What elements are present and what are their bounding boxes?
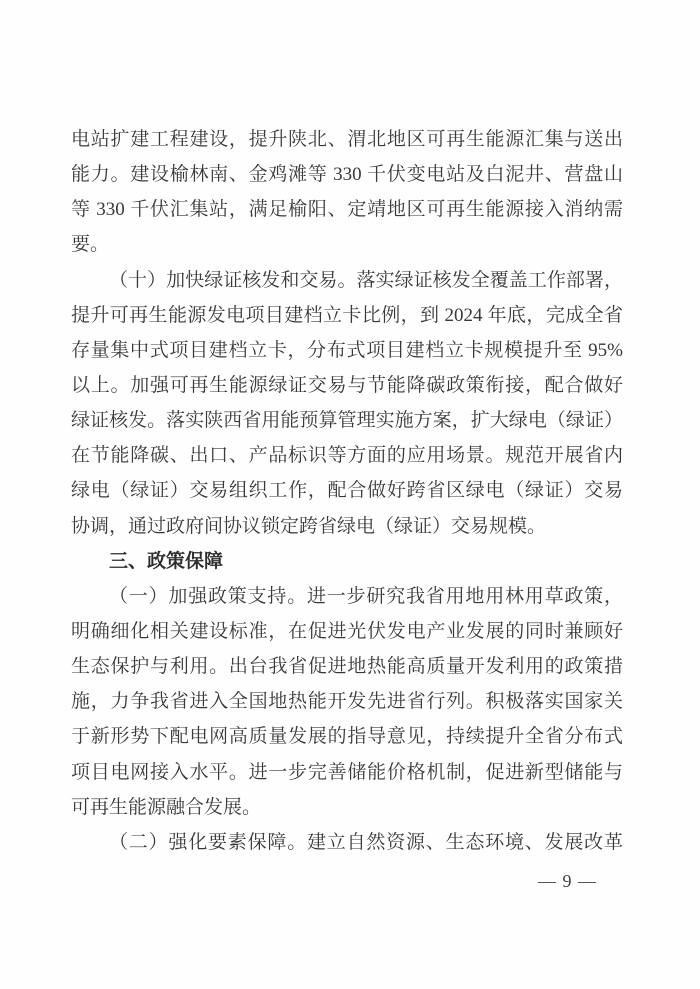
body-line: 绿证核发。落实陕西省用能预算管理实施方案，扩大绿电（绿证） — [71, 410, 623, 432]
body-line: 施，力争我省进入全国地热能开发先进省行列。积极落实国家关 — [71, 691, 623, 713]
document-body — [71, 122, 623, 860]
body-line: 以上。加强可再生能源绿证交易与节能降碳政策衔接，配合做好 — [71, 374, 623, 396]
body-line: 在节能降碳、出口、产品标识等方面的应用场景。规范开展省内 — [71, 445, 623, 467]
body-line: 生态保护与利用。出台我省促进地热能高质量开发利用的政策措 — [71, 656, 623, 678]
paragraph-start-line: （一）加强政策支持。进一步研究我省用地用林用草政策， — [109, 585, 623, 607]
paragraph-end-line: 协调，通过政府间协议锁定跨省绿电（绿证）交易规模。 — [71, 515, 547, 537]
paragraph-start-line: （二）强化要素保障。建立自然资源、生态环境、发展改革 — [109, 831, 623, 853]
paragraph-end-line: 可再生能源融合发展。 — [71, 796, 262, 818]
body-line: 能力。建设榆林南、金鸡滩等 330 千伏变电站及白泥井、营盘山 — [71, 164, 623, 186]
body-line: 绿电（绿证）交易组织工作，配合做好跨省区绿电（绿证）交易 — [71, 480, 623, 502]
body-line: 存量集中式项目建档立卡，分布式项目建档立卡规模提升至 95% — [71, 339, 623, 361]
body-line: 于新形势下配电网高质量发展的指导意见，持续提升全省分布式 — [71, 726, 623, 748]
page-number: — 9 — — [538, 871, 597, 891]
body-line: 电站扩建工程建设，提升陕北、渭北地区可再生能源汇集与送出 — [71, 129, 623, 150]
body-line: 项目电网接入水平。进一步完善储能价格机制，促进新型储能与 — [71, 761, 623, 783]
body-line: 明确细化相关建设标准，在促进光伏发电产业发展的同时兼顾好 — [71, 620, 623, 642]
paragraph-end-line: 要。 — [71, 234, 110, 256]
body-line: 等 330 千伏汇集站，满足榆阳、定靖地区可再生能源接入消纳需 — [71, 199, 623, 221]
section-heading: 三、政策保障 — [109, 550, 224, 572]
body-line: 提升可再生能源发电项目建档立卡比例，到 2024 年底，完成全省 — [71, 304, 623, 326]
paragraph-start-line: （十）加快绿证核发和交易。落实绿证核发全覆盖工作部署， — [109, 269, 623, 291]
